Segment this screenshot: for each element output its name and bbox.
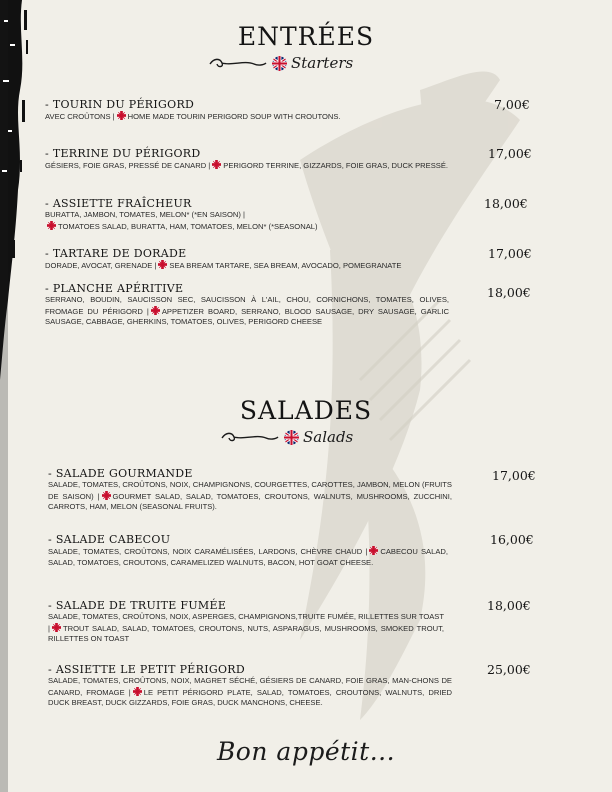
uk-flag-icon	[284, 430, 299, 445]
menu-item	[45, 247, 455, 272]
item-desc-en: HOME MADE TOURIN PERIGORD SOUP WITH CROUTONS.	[127, 112, 341, 121]
item-description	[45, 295, 449, 328]
item-name: - SALADE CABECOU	[48, 533, 171, 546]
swirl-ornament	[208, 56, 268, 70]
item-desc-en: TROUT SALAD, SALAD, TOMATOES, CROUTONS, NUTS, ASPARAGUS, MUSHROOMS, SMOKED TROUT, RILLETTES ON TOAST	[48, 623, 444, 644]
uk-flag-icon	[158, 260, 167, 269]
item-name: - SALADE DE TRUITE FUMÉE	[48, 599, 227, 612]
menu-item	[48, 467, 452, 513]
item-price: 17,00€	[488, 146, 532, 161]
item-price: 7,00€	[494, 97, 530, 112]
item-name: - PLANCHE APÉRITIVE	[45, 282, 184, 295]
item-price: 18,00€	[487, 285, 531, 300]
item-desc-fr: SALADE, TOMATES, CROÛTONS, NOIX, CHAMPIGNONS, COURGETTES, CAROTTES, JAMBON, MELON (FRUITS DE SAISON) |	[48, 480, 452, 501]
menu-item	[48, 533, 448, 568]
subtitle-text: Starters	[291, 54, 354, 72]
item-desc-en: SEA BREAM TARTARE, SEA BREAM, AVOCADO, POMEGRANATE	[169, 261, 402, 270]
menu-item	[45, 197, 375, 232]
item-desc-fr: DORADE, AVOCAT, GRENADE |	[45, 261, 157, 270]
item-price: 17,00€	[492, 468, 536, 483]
uk-flag-icon	[102, 491, 111, 500]
subtitle-text: Salads	[303, 428, 354, 446]
uk-flag-icon	[52, 623, 61, 632]
item-description	[48, 546, 448, 568]
item-desc-fr: SERRANO, BOUDIN, SAUCISSON SEC, SAUCISSON À L'AIL, CHOU, CORNICHONS, TOMATES, OLIVES, FROMAGE DU PÉRIGORD |	[45, 295, 449, 316]
item-desc-fr: GÉSIERS, FOIE GRAS, PRESSÉ DE CANARD |	[45, 161, 211, 170]
item-desc-en: TOMATOES SALAD, BURATTA, HAM, TOMATOES, MELON* (*SEASONAL)	[58, 221, 318, 231]
item-price: 17,00€	[488, 246, 532, 261]
uk-flag-icon	[212, 160, 221, 169]
item-description	[48, 480, 452, 513]
item-name: - ASSIETTE LE PETIT PÉRIGORD	[48, 663, 245, 676]
item-price: 18,00€	[487, 598, 531, 613]
menu-item	[45, 98, 450, 123]
uk-flag-icon	[47, 221, 56, 230]
item-description	[45, 160, 455, 172]
uk-flag-icon	[272, 56, 287, 71]
section-title-salades: SALADES	[239, 396, 373, 425]
item-desc-fr: SALADE, TOMATES, CROÛTONS, NOIX, ASPERGES, CHAMPIGNONS,TRUITE FUMÉE, RILLETTES SUR TOAST |	[48, 612, 444, 633]
item-description	[48, 676, 452, 709]
section-title-entrees: ENTRÉES	[237, 22, 375, 51]
item-desc-fr: SALADE, TOMATES, CROÛTONS, NOIX, MAGRET SÉCHÉ, GÉSIERS DE CANARD, FOIE GRAS, MAN-CHONS DE CANARD, FROMAGE |	[48, 676, 452, 697]
item-description	[45, 210, 375, 232]
section-subtitle-salads	[220, 428, 353, 446]
uk-flag-icon	[133, 687, 142, 696]
swirl-ornament	[220, 430, 280, 444]
menu-item	[48, 599, 444, 645]
item-name: - TERRINE DU PÉRIGORD	[45, 147, 201, 160]
item-price: 25,00€	[487, 662, 531, 677]
section-subtitle-starters	[208, 54, 353, 72]
menu-item	[45, 147, 455, 172]
item-desc-en: PERIGORD TERRINE, GIZZARDS, FOIE GRAS, DUCK PRESSÉ.	[223, 161, 449, 170]
item-name: - ASSIETTE FRAÎCHEUR	[45, 197, 192, 210]
item-desc-fr: AVEC CROÛTONS |	[45, 112, 115, 121]
menu-item	[48, 663, 452, 709]
closing-message: Bon appétit...	[216, 737, 396, 766]
uk-flag-icon	[151, 306, 160, 315]
item-description	[45, 111, 450, 123]
menu-item	[45, 282, 449, 328]
item-desc-fr: SALADE, TOMATES, CROÛTONS, NOIX CARAMÉLISÉES, LARDONS, CHÈVRE CHAUD |	[48, 547, 368, 556]
item-description	[45, 260, 455, 272]
item-description	[48, 612, 444, 645]
item-name: - TOURIN DU PÉRIGORD	[45, 98, 195, 111]
uk-flag-icon	[117, 111, 126, 120]
item-desc-en: LE PETIT PÉRIGORD PLATE, SALAD, TOMATOES, CROUTONS, WALNUTS, DRIED DUCK BREAST, DUCK GIZZARDS, FOIE GRAS, DUCK MANCHONS, CHEESE.	[48, 687, 453, 708]
item-desc-en: CABECOU SALAD, SALAD, TOMATOES, CROUTONS, CARAMELIZED WALNUTS, BACON, HOT GOAT CHEESE.	[48, 547, 448, 567]
item-desc-fr: BURATTA, JAMBON, TOMATES, MELON* (*EN SAISON) |	[45, 210, 245, 219]
item-price: 16,00€	[490, 532, 534, 547]
item-name: - SALADE GOURMANDE	[48, 467, 193, 480]
item-name: - TARTARE DE DORADE	[45, 247, 187, 260]
item-price: 18,00€	[484, 196, 528, 211]
item-desc-en: APPETIZER BOARD, SERRANO, BLOOD SAUSAGE, DRY SAUSAGE, GARLIC SAUSAGE, CABBAGE, GHERKINS, TOMATOES, OLIVES, PERIGORD CHEESE	[45, 306, 449, 327]
item-desc-en: GOURMET SALAD, SALAD, TOMATOES, CROUTONS, WALNUTS, MUSHROOMS, ZUCCHINI, CARROTS, HAM, MELON (SEASONAL FRUITS).	[48, 491, 452, 512]
uk-flag-icon	[369, 546, 378, 555]
